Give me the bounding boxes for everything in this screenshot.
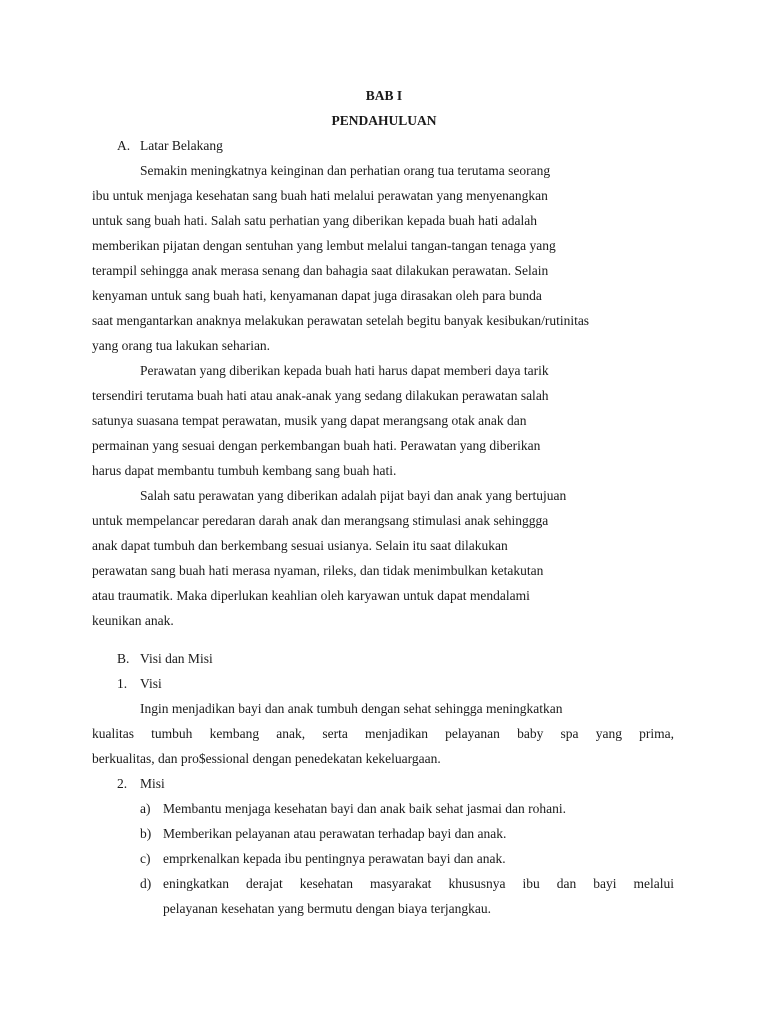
- misi-item-marker: c): [140, 851, 151, 866]
- misi-item-marker: d): [140, 876, 152, 891]
- visi-line: berkualitas, dan pro$essional dengan penedekatan kekeluargaan.: [92, 751, 441, 766]
- paragraph-line: tersendiri terutama buah hati atau anak-anak yang sedang dilakukan perawatan salah: [92, 388, 549, 403]
- misi-marker: 2.: [117, 776, 128, 791]
- paragraph-line: keunikan anak.: [92, 613, 174, 628]
- misi-item-text: emprkenalkan kepada ibu pentingnya perawatan bayi dan anak.: [163, 851, 506, 866]
- paragraph-line: terampil sehingga anak merasa senang dan bahagia saat dilakukan perawatan. Selain: [92, 263, 549, 278]
- paragraph-line: untuk sang buah hati. Salah satu perhatian yang diberikan kepada buah hati adalah: [92, 213, 537, 228]
- paragraph-line: perawatan sang buah hati merasa nyaman, rileks, dan tidak menimbulkan ketakutan: [92, 563, 544, 578]
- misi-item-text: eningkatkan derajat kesehatan masyarakat khususnya ibu dan bayi melalui: [163, 876, 674, 891]
- paragraph-line: Perawatan yang diberikan kepada buah hati harus dapat memberi daya tarik: [140, 363, 549, 378]
- misi-item-text: Memberikan pelayanan atau perawatan terhadap bayi dan anak.: [163, 826, 507, 841]
- paragraph-line: saat mengantarkan anaknya melakukan perawatan setelah begitu banyak kesibukan/rutinitas: [92, 313, 590, 328]
- misi-item-text: pelayanan kesehatan yang bermutu dengan biaya terjangkau.: [163, 901, 491, 916]
- section-a-title: Latar Belakang: [140, 138, 223, 153]
- paragraph-line: ibu untuk menjaga kesehatan sang buah hati melalui perawatan yang menyenangkan: [92, 188, 548, 203]
- paragraph-line: untuk mempelancar peredaran darah anak dan merangsang stimulasi anak sehinggga: [92, 513, 549, 528]
- paragraph-line: Salah satu perawatan yang diberikan adalah pijat bayi dan anak yang bertujuan: [140, 488, 567, 503]
- misi-item-text: Membantu menjaga kesehatan bayi dan anak baik sehat jasmai dan rohani.: [163, 801, 566, 816]
- visi-line: Ingin menjadikan bayi dan anak tumbuh dengan sehat sehingga meningkatkan: [140, 701, 563, 716]
- chapter-label: BAB I: [365, 88, 403, 103]
- misi-item-marker: a): [140, 801, 151, 816]
- paragraph-line: harus dapat membantu tumbuh kembang sang buah hati.: [92, 463, 397, 478]
- paragraph-line: yang orang tua lakukan seharian.: [92, 338, 271, 353]
- section-b-marker: B.: [117, 651, 130, 666]
- paragraph-line: memberikan pijatan dengan sentuhan yang lembut melalui tangan-tangan tenaga yang: [92, 238, 556, 253]
- section-b-title: Visi dan Misi: [140, 651, 213, 666]
- chapter-title: PENDAHULUAN: [331, 113, 437, 128]
- paragraph-line: permainan yang sesuai dengan perkembangan buah hati. Perawatan yang diberikan: [92, 438, 541, 453]
- paragraph-line: satunya suasana tempat perawatan, musik yang dapat merangsang otak anak dan: [92, 413, 527, 428]
- misi-title: Misi: [140, 776, 165, 791]
- misi-item-marker: b): [140, 826, 152, 841]
- visi-line: kualitas tumbuh kembang anak, serta menjadikan pelayanan baby spa yang prima,: [92, 726, 674, 741]
- paragraph-line: anak dapat tumbuh dan berkembang sesuai usianya. Selain itu saat dilakukan: [92, 538, 508, 553]
- paragraph-line: kenyaman untuk sang buah hati, kenyamanan dapat juga dirasakan oleh para bunda: [92, 288, 542, 303]
- visi-title: Visi: [140, 676, 162, 691]
- visi-marker: 1.: [117, 676, 128, 691]
- paragraph-line: Semakin meningkatnya keinginan dan perhatian orang tua terutama seorang: [140, 163, 551, 178]
- paragraph-line: atau traumatik. Maka diperlukan keahlian oleh karyawan untuk dapat mendalami: [92, 588, 530, 603]
- section-a-marker: A.: [117, 138, 131, 153]
